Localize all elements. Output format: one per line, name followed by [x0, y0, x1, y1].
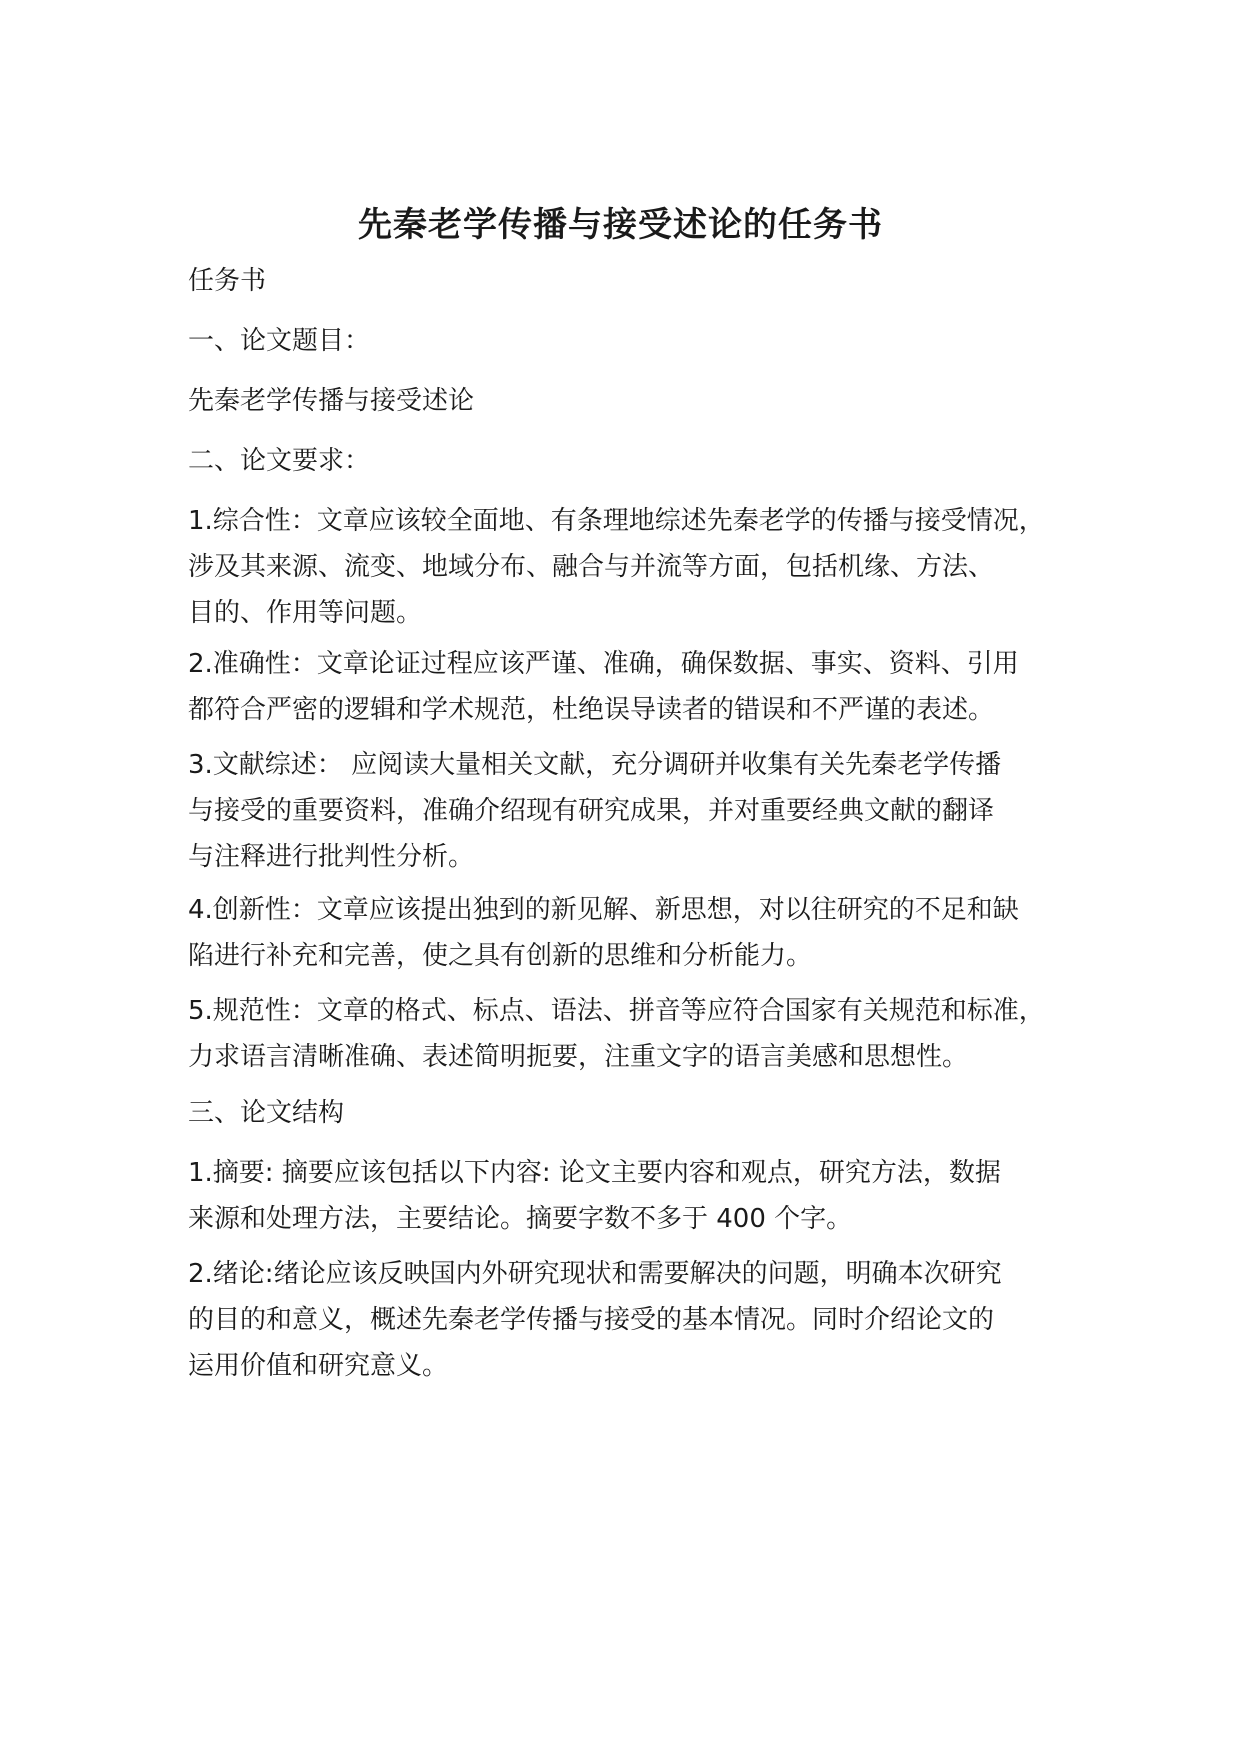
text-line: 5.规范性：文章的格式、标点、语法、拼音等应符合国家有关规范和标准， [188, 996, 1045, 1026]
paragraph-section-1-heading [188, 318, 1088, 364]
text-line: 2.准确性：文章论证过程应该严谨、准确，确保数据、事实、资料、引用 [188, 649, 1019, 679]
paragraph-structure-1 [188, 1150, 1088, 1242]
paragraph-structure-2 [188, 1251, 1088, 1389]
document-title: 先秦老学传播与接受述论的任务书 [358, 204, 883, 245]
text-line: 陷进行补充和完善，使之具有创新的思维和分析能力。 [188, 941, 813, 971]
text-line: 4.创新性：文章应该提出独到的新见解、新思想，对以往研究的不足和缺 [188, 895, 1019, 925]
text-line: 运用价值和研究意义。 [188, 1351, 449, 1381]
text-line: 三、论文结构 [188, 1098, 345, 1128]
text-line: 涉及其来源、流变、地域分布、融合与并流等方面，包括机缘、方法、 [188, 552, 995, 582]
text-line: 目的、作用等问题。 [188, 598, 423, 628]
paragraph-requirement-4 [188, 887, 1088, 979]
paragraph-section-3-heading [188, 1090, 1088, 1136]
text-line: 1.综合性：文章应该较全面地、有条理地综述先秦老学的传播与接受情况， [188, 506, 1045, 536]
paragraph-section-2-heading [188, 438, 1088, 484]
text-line: 1.摘要: 摘要应该包括以下内容: 论文主要内容和观点，研究方法，数据 [188, 1158, 1001, 1188]
text-line: 都符合严密的逻辑和学术规范，杜绝误导读者的错误和不严谨的表述。 [188, 695, 995, 725]
paragraph-requirement-5 [188, 988, 1088, 1080]
text-line: 来源和处理方法，主要结论。摘要字数不多于 400 个字。 [188, 1204, 853, 1234]
text-line: 与注释进行批判性分析。 [188, 842, 475, 872]
paragraph-requirement-3 [188, 742, 1088, 880]
paragraph-heading-task [188, 258, 1088, 304]
paragraph-thesis-title [188, 378, 1088, 424]
text-line: 二、论文要求： [188, 446, 371, 476]
text-line: 与接受的重要资料，准确介绍现有研究成果，并对重要经典文献的翻译 [188, 796, 995, 826]
text-line: 3.文献综述： 应阅读大量相关文献，充分调研并收集有关先秦老学传播 [188, 750, 1002, 780]
text-line: 的目的和意义，概述先秦老学传播与接受的基本情况。同时介绍论文的 [188, 1305, 995, 1335]
paragraph-requirement-2 [188, 641, 1088, 733]
text-line: 任务书 [188, 266, 267, 296]
text-line: 2.绪论:绪论应该反映国内外研究现状和需要解决的问题，明确本次研究 [188, 1259, 1002, 1289]
paragraph-requirement-1 [188, 498, 1088, 636]
text-line: 力求语言清晰准确、表述简明扼要，注重文字的语言美感和思想性。 [188, 1042, 969, 1072]
text-line: 一、论文题目： [188, 326, 371, 356]
text-line: 先秦老学传播与接受述论 [188, 386, 475, 416]
